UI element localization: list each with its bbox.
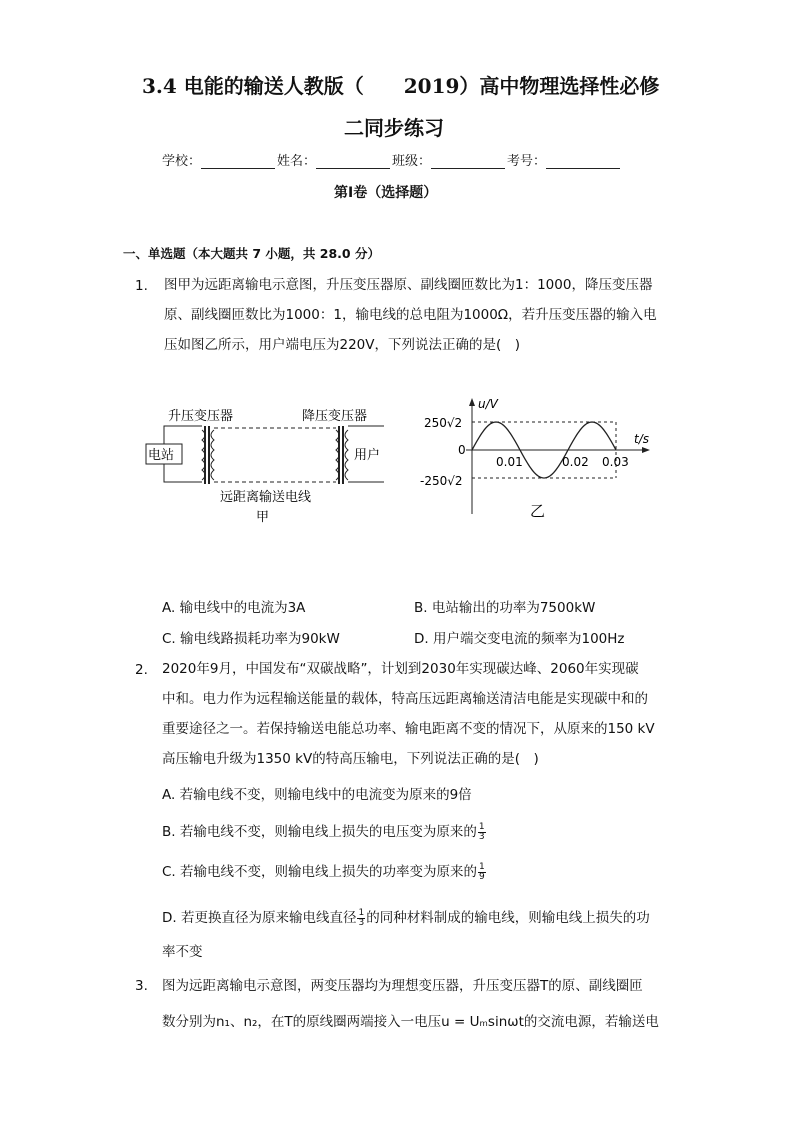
option-d-text: D. 若更换直径为原来输电线直径 — [162, 910, 357, 926]
class-label: 班级： — [392, 154, 432, 169]
q2-line2: 中和。电力作为远程输送能量的载体，特高压远距离输送清洁电能是实现碳中和的 — [162, 691, 648, 707]
option-a[interactable]: A. 输电线中的电流为3A — [162, 600, 306, 616]
q2-line4: 高压输电升级为1350 kV的特高压输电，下列说法正确的是( ) — [162, 751, 539, 767]
volume-heading: 第Ⅰ卷（选择题） — [334, 185, 438, 201]
section-heading: 一、单选题（本大题共 7 小题，共 28.0 分） — [123, 246, 380, 261]
option-c[interactable]: C. 输电线路损耗功率为90kW — [162, 631, 340, 647]
fraction: $\frac{1}{9}$ — [479, 861, 485, 882]
q2-line1: 2020年9月，中国发布“双碳战略”，计划到2030年实现碳达峰、2060年实现碳 — [162, 661, 639, 677]
fraction: $\frac{1}{3}$ — [478, 821, 485, 842]
q1-line2: 原、副线圈匝数比为1000：1，输电线的总电阻为1000Ω，若升压变压器的输入电 — [164, 307, 657, 323]
fraction: $\frac{1}{3}$ — [358, 907, 365, 928]
option-c-text: C. 若输电线不变，则输电线上损失的功率变为原来的 — [162, 864, 478, 880]
step-up-label: 升压变压器 — [168, 409, 234, 424]
coil-icon — [345, 430, 348, 480]
id-label: 考号： — [507, 154, 547, 169]
question-text — [162, 968, 659, 1040]
question-text — [162, 654, 655, 774]
q1-line3: 压如图乙所示，用户端电压为220V，下列说法正确的是( ) — [164, 337, 521, 353]
option-c[interactable] — [162, 860, 487, 882]
question-text — [164, 270, 657, 360]
step-down-label: 降压变压器 — [302, 409, 368, 424]
q3-line2: 数分别为n₁、n₂，在T的原线圈两端接入一电压u = Uₘsinωt的交流电源，若输送电 — [162, 1014, 659, 1030]
option-d[interactable]: D. 用户端交变电流的频率为100Hz — [414, 631, 625, 647]
question-number: 3. — [135, 978, 148, 994]
zero-label: 0 — [458, 443, 466, 457]
x-label: t/s — [634, 432, 649, 446]
option-d-line2: 率不变 — [162, 944, 203, 960]
tick-t1: 0.01 — [496, 455, 523, 469]
option-a[interactable]: A. 若输电线不变，则输电线中的电流变为原来的9倍 — [162, 787, 472, 803]
option-b[interactable]: B. 电站输出的功率为7500kW — [414, 600, 596, 616]
option-b-text: B. 若输电线不变，则输电线上损失的电压变为原来的 — [162, 824, 477, 840]
school-blank[interactable] — [201, 154, 275, 169]
question-number: 2. — [135, 662, 148, 678]
caption-yi: 乙 — [530, 502, 546, 520]
tick-t2: 0.02 — [562, 455, 589, 469]
caption-jia: 甲 — [256, 510, 270, 525]
doc-title-line2: 二同步练习 — [344, 116, 444, 140]
school-label: 学校： — [162, 154, 202, 169]
student-info-row — [162, 150, 622, 169]
id-blank[interactable] — [546, 154, 620, 169]
question-number: 1. — [135, 278, 148, 294]
coil-icon — [211, 430, 214, 480]
user-label: 用户 — [354, 448, 381, 463]
y-label: u/V — [478, 397, 498, 411]
tick-t3: 0.03 — [602, 455, 629, 469]
ymax-label: 250√2 — [424, 416, 463, 430]
option-b[interactable] — [162, 820, 487, 842]
q3-line1: 图为远距离输电示意图，两变压器均为理想变压器，升压变压器T的原、副线圈匝 — [162, 978, 643, 994]
option-d[interactable]: D. 若更换直径为原来输电线直径 $\frac{1}{3}$ 的同种材料制成的输电线，则输电线上损失的功 率不变 — [162, 903, 650, 967]
doc-title-line1: 3.4 电能的输送人教版（ 2019）高中物理选择性必修 — [142, 74, 660, 98]
q1-line1: 图甲为远距离输电示意图，升压变压器原、副线圈匝数比为1：1000，降压变压器 — [164, 277, 653, 293]
name-blank[interactable] — [316, 154, 390, 169]
line-label: 远距离输送电线 — [220, 490, 312, 505]
transmission-diagram — [140, 400, 400, 530]
q2-line3: 重要途径之一。若保持输送电能总功率、输电距离不变的情况下，从原来的150 kV — [162, 721, 655, 737]
voltage-graph — [416, 392, 656, 522]
name-label: 姓名： — [277, 154, 317, 169]
station-label: 电站 — [148, 448, 175, 463]
class-blank[interactable] — [431, 154, 505, 169]
ymin-label: -250√2 — [420, 474, 463, 488]
